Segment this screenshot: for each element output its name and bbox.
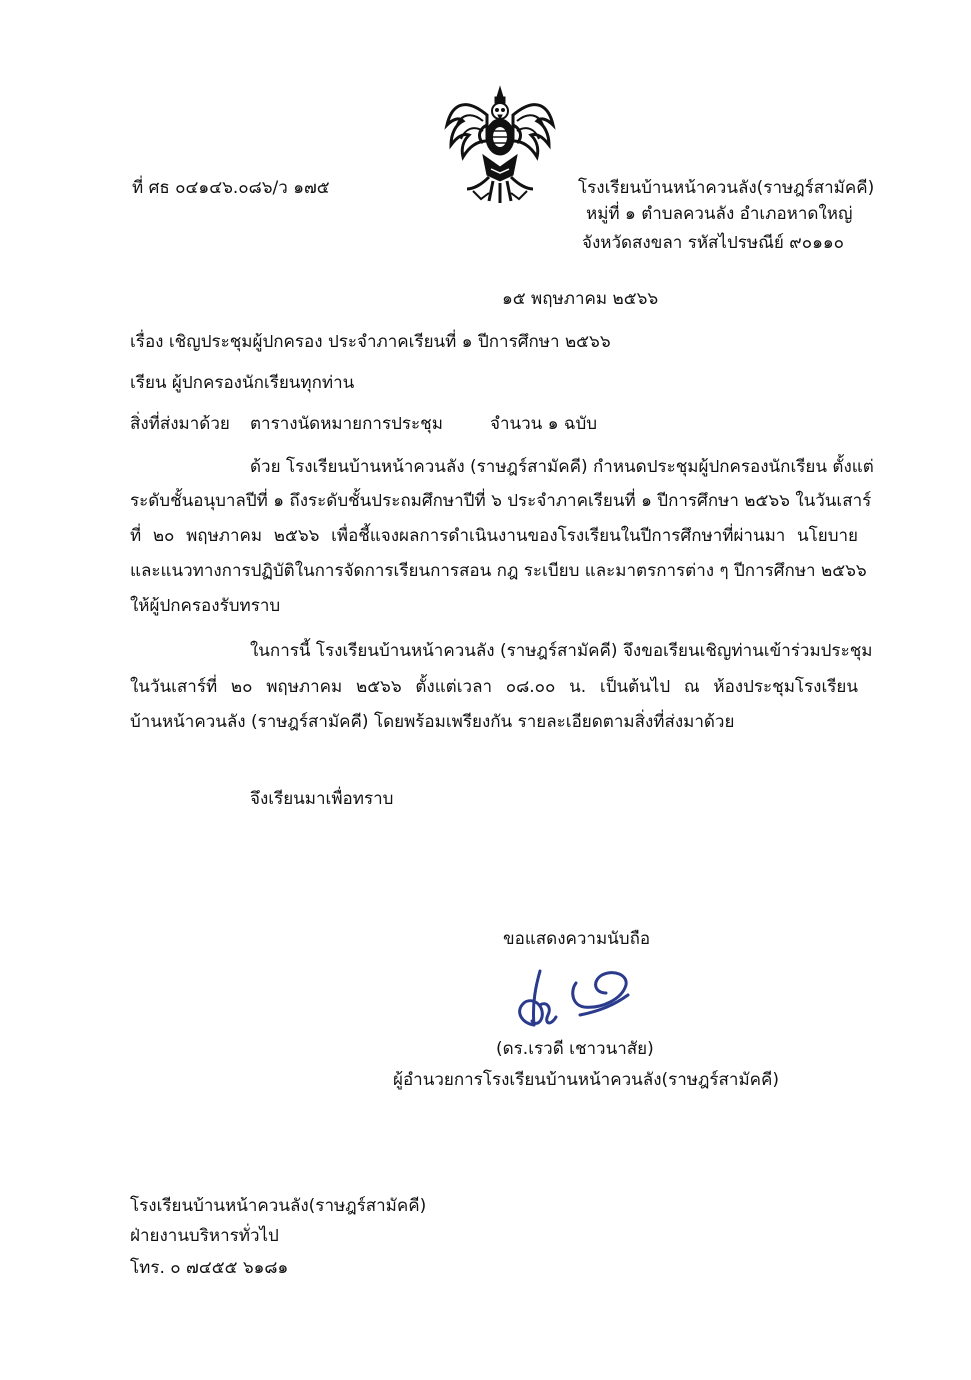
- handwritten-signature: [510, 965, 640, 1035]
- school-name: โรงเรียนบ้านหน้าควนลัง(ราษฎร์สามัคคี): [578, 178, 875, 198]
- regards-text: ขอแสดงความนับถือ: [503, 929, 651, 949]
- paragraph2-line: ในวันเสาร์ที่ ๒๐ พฤษภาคม ๒๕๖๖ ตั้งแต่เวลา ๐๘.๐๐ น. เป็นต้นไป ณ ห้องประชุมโรงเรียน: [130, 677, 858, 697]
- paragraph1-line: ด้วย โรงเรียนบ้านหน้าควนลัง (ราษฎร์สามัคคี) กำหนดประชุมผู้ปกครองนักเรียน ตั้งแต่: [250, 457, 874, 477]
- paragraph1-line: ที่ ๒๐ พฤษภาคม ๒๕๖๖ เพื่อชี้แจงผลการดำเนินงานของโรงเรียนในปีการศึกษาที่ผ่านมา นโยบาย: [130, 526, 858, 546]
- closing-sentence: จึงเรียนมาเพื่อทราบ: [250, 789, 394, 809]
- signatory-position: ผู้อำนวยการโรงเรียนบ้านหน้าควนลัง(ราษฎร์สามัคคี): [393, 1070, 780, 1090]
- school-address-line1: หมู่ที่ ๑ ตำบลควนลัง อำเภอหาดใหญ่: [586, 204, 853, 224]
- school-address-line2: จังหวัดสงขลา รหัสไปรษณีย์ ๙๐๑๑๐: [582, 233, 845, 253]
- paragraph1-line: ระดับชั้นอนุบาลปีที่ ๑ ถึงระดับชั้นประถมศึกษาปีที่ ๖ ประจำภาคเรียนที่ ๑ ปีการศึกษา ๒๕๖๖ ในวันเสาร์: [130, 491, 872, 511]
- letter-subject: เรื่อง เชิญประชุมผู้ปกครอง ประจำภาคเรียนที่ ๑ ปีการศึกษา ๒๕๖๖: [130, 332, 611, 352]
- footer-department: ฝ่ายงานบริหารทั่วไป: [130, 1226, 279, 1246]
- paragraph1-line: ให้ผู้ปกครองรับทราบ: [130, 596, 281, 616]
- garuda-emblem: [443, 85, 558, 205]
- enclosure-label: สิ่งที่ส่งมาด้วย: [130, 414, 230, 434]
- paragraph2-line: บ้านหน้าควนลัง (ราษฎร์สามัคคี) โดยพร้อมเพรียงกัน รายละเอียดตามสิ่งที่ส่งมาด้วย: [130, 712, 735, 732]
- enclosure-item: ตารางนัดหมายการประชุม: [250, 414, 443, 434]
- reference-number: ที่ ศธ ๐๔๑๔๖.๐๘๖/ว ๑๗๕: [132, 178, 330, 198]
- footer-phone: โทร. ๐ ๗๔๕๕ ๖๑๘๑: [130, 1258, 289, 1278]
- letter-date: ๑๕ พฤษภาคม ๒๕๖๖: [502, 289, 659, 309]
- paragraph1-line: และแนวทางการปฏิบัติในการจัดการเรียนการสอน กฎ ระเบียบ และมาตรการต่าง ๆ ปีการศึกษา ๒๕๖๖: [130, 561, 867, 581]
- footer-school-name: โรงเรียนบ้านหน้าควนลัง(ราษฎร์สามัคคี): [130, 1196, 427, 1216]
- enclosure-quantity: จำนวน ๑ ฉบับ: [490, 414, 598, 434]
- letter-recipient: เรียน ผู้ปกครองนักเรียนทุกท่าน: [130, 373, 355, 393]
- signatory-name: (ดร.เรวดี เชาวนาสัย): [496, 1039, 654, 1059]
- paragraph2-line: ในการนี้ โรงเรียนบ้านหน้าควนลัง (ราษฎร์สามัคคี) จึงขอเรียนเชิญท่านเข้าร่วมประชุม: [250, 641, 873, 661]
